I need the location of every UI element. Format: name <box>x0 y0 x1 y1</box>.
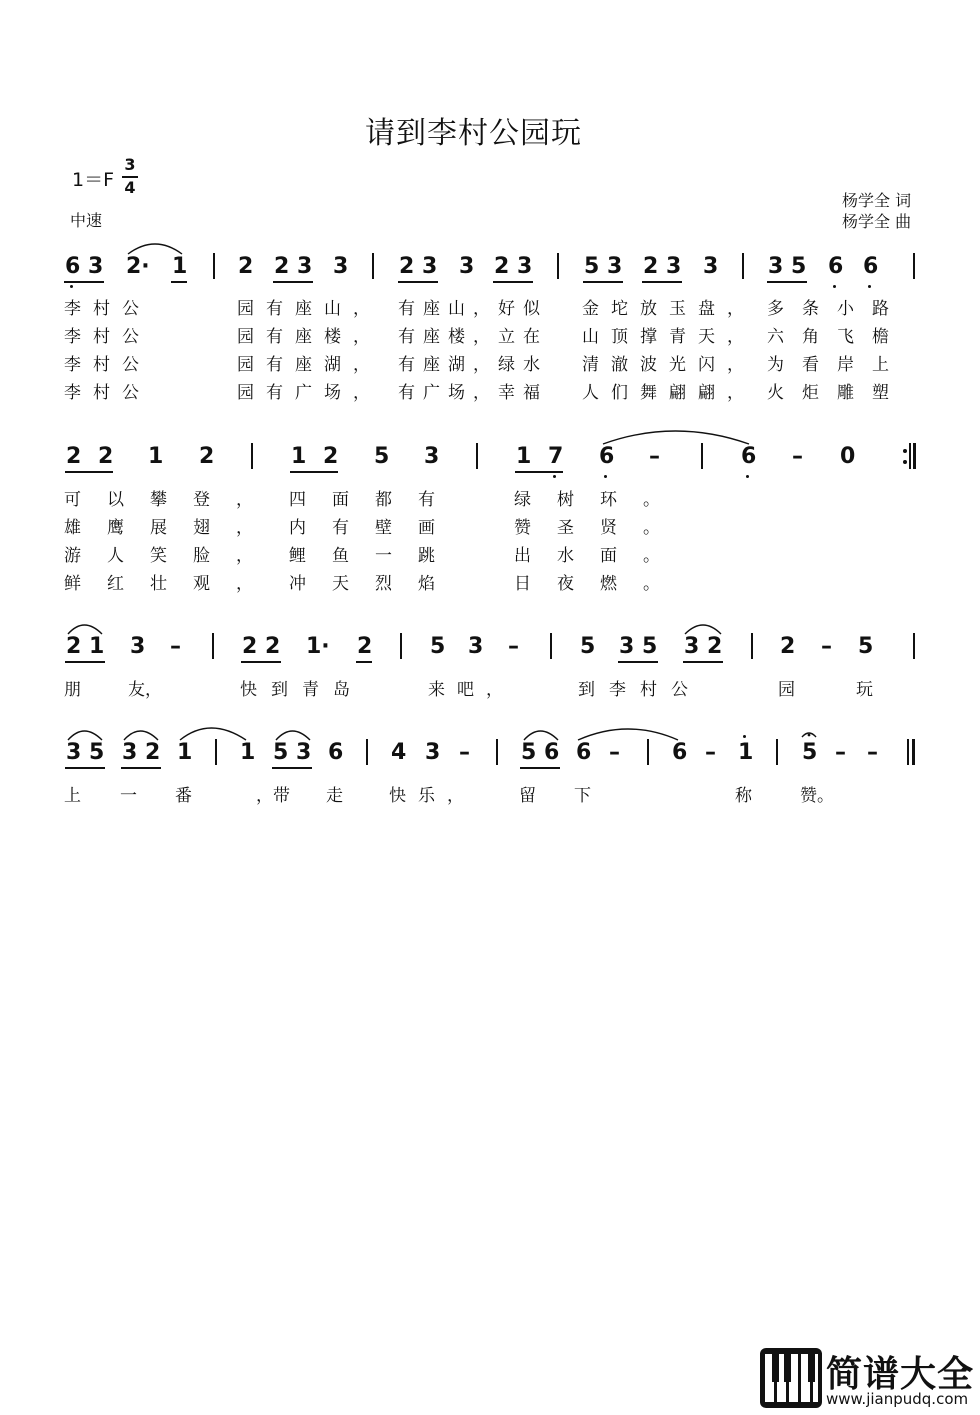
lyric: 山顶撑青天， <box>582 327 756 347</box>
lyricist-credit: 杨学全 词 <box>842 191 912 210</box>
note: 0 <box>840 444 856 469</box>
lyric: 出水面。 <box>514 546 686 566</box>
lyric: 赞圣贤。 <box>514 518 686 538</box>
lyric: 游人笑脸， <box>64 546 279 566</box>
note: 2 <box>265 634 281 659</box>
note: 2 <box>357 634 373 659</box>
note: 3 <box>297 254 313 279</box>
note: – <box>459 740 470 765</box>
note: 6 <box>863 254 879 279</box>
lyric: 四面都有 <box>289 490 461 510</box>
slur <box>603 431 749 444</box>
lyric: 六角飞檐 <box>767 327 907 347</box>
note: – <box>821 634 832 659</box>
note: 3 <box>424 444 440 469</box>
note: 5 <box>580 634 596 659</box>
lyric: 友， <box>128 680 162 700</box>
note: 6 <box>65 254 81 279</box>
note: 1 <box>516 444 532 469</box>
note: 6 <box>576 740 592 765</box>
lyric: 上 <box>64 786 81 806</box>
note: 3 <box>333 254 349 279</box>
note: 5 <box>374 444 390 469</box>
lyric: 下 <box>574 786 591 806</box>
note: 3 <box>619 634 635 659</box>
lyric: 快乐， <box>389 786 476 806</box>
logo-text: 简谱大全 <box>826 1354 975 1395</box>
lyric: 可以攀登， <box>64 490 279 510</box>
note: 1· <box>306 634 330 659</box>
note: 5 <box>430 634 446 659</box>
slur <box>68 731 102 740</box>
note: 2 <box>643 254 659 279</box>
note: 5 <box>802 740 818 765</box>
lyric: 人们舞翩翩， <box>582 383 756 403</box>
note: 6 <box>741 444 757 469</box>
note: 1 <box>738 740 754 765</box>
slur <box>128 244 182 254</box>
note: 1 <box>177 740 193 765</box>
piano-keys-icon <box>760 1348 822 1408</box>
lyric: 鲜红壮观， <box>64 574 279 594</box>
note: – <box>649 444 660 469</box>
lyric: 日夜燃。 <box>514 574 686 594</box>
note: 3 <box>66 740 82 765</box>
note: 3 <box>666 254 682 279</box>
note: 3 <box>122 740 138 765</box>
note: 1 <box>291 444 307 469</box>
note: – <box>867 740 878 765</box>
lyric: 称 <box>735 786 752 806</box>
note: 4 <box>391 740 407 765</box>
lyric: 内有壁画 <box>289 518 461 538</box>
lyric: 有座山，好似 <box>398 299 548 319</box>
time-signature-bottom: 4 <box>124 178 136 197</box>
lyric: 清澈波光闪， <box>582 355 756 375</box>
site-logo <box>760 1346 978 1412</box>
note: 1 <box>89 634 105 659</box>
lyric: 有广场，幸福 <box>398 383 548 403</box>
note: 3 <box>703 254 719 279</box>
slur <box>578 729 678 740</box>
lyric: 绿树环。 <box>514 490 686 510</box>
lyric: 为看岸上 <box>767 355 907 375</box>
note: 6 <box>672 740 688 765</box>
lyric: 鲤鱼一跳 <box>289 546 461 566</box>
note: 2 <box>98 444 114 469</box>
note: – <box>609 740 620 765</box>
note: 2 <box>66 444 82 469</box>
note: 2 <box>199 444 215 469</box>
lyric: 走 <box>326 786 343 806</box>
note: 5 <box>858 634 874 659</box>
note: 5 <box>273 740 289 765</box>
note: 2 <box>238 254 254 279</box>
lyric: 到李村公 <box>578 680 702 700</box>
fermata-dot <box>808 734 811 737</box>
note: 3 <box>422 254 438 279</box>
note: 3 <box>684 634 700 659</box>
note: 2 <box>494 254 510 279</box>
note: 1 <box>240 740 256 765</box>
note: 3 <box>425 740 441 765</box>
note: 2 <box>323 444 339 469</box>
lyric: 李村公 <box>64 383 151 403</box>
note: 3 <box>607 254 623 279</box>
tempo-marking: 中速 <box>70 211 103 230</box>
note: 5 <box>642 634 658 659</box>
composer-credit: 杨学全 曲 <box>842 212 912 231</box>
slur <box>68 625 102 634</box>
note: – <box>170 634 181 659</box>
lyric: 李村公 <box>64 327 151 347</box>
note: – <box>705 740 716 765</box>
note: 3 <box>88 254 104 279</box>
lyric: 有座楼，立在 <box>398 327 548 347</box>
note: 2 <box>780 634 796 659</box>
note: 2 <box>274 254 290 279</box>
slur <box>276 731 310 740</box>
lyric: 番 <box>175 786 192 806</box>
note: – <box>792 444 803 469</box>
lyric: ，带 <box>256 786 290 806</box>
slur <box>180 728 246 740</box>
lyric: 园有座湖， <box>237 355 382 375</box>
lyric: 李村公 <box>64 299 151 319</box>
note: 2 <box>707 634 723 659</box>
note: 6 <box>328 740 344 765</box>
lyric: 玩 <box>856 680 873 700</box>
lyric: 园 <box>778 680 795 700</box>
lyric: 金坨放玉盘， <box>582 299 756 319</box>
note: 3 <box>296 740 312 765</box>
lyric: 来吧， <box>428 680 515 700</box>
song-title: 请到李村公园玩 <box>365 116 582 151</box>
lyric: 留 <box>519 786 536 806</box>
note: – <box>835 740 846 765</box>
key-signature: 1＝F <box>72 169 115 191</box>
note: 6 <box>599 444 615 469</box>
note: – <box>508 634 519 659</box>
note: 2 <box>242 634 258 659</box>
lyric: 李村公 <box>64 355 151 375</box>
note: 7 <box>548 444 564 469</box>
lyric: 冲天烈焰 <box>289 574 461 594</box>
note: 3 <box>130 634 146 659</box>
time-signature-top: 3 <box>124 155 136 174</box>
logo-url: www.jianpudq.com <box>826 1390 969 1408</box>
note: 2 <box>399 254 415 279</box>
note: 5 <box>584 254 600 279</box>
lyric: 雄鹰展翅， <box>64 518 279 538</box>
note: 3 <box>517 254 533 279</box>
slur <box>124 731 158 740</box>
note: 6 <box>544 740 560 765</box>
lyric: 有座湖，绿水 <box>398 355 548 375</box>
note: 6 <box>828 254 844 279</box>
lyric: 园有广场， <box>237 383 382 403</box>
lyric: 赞。 <box>800 786 834 806</box>
note: 5 <box>521 740 537 765</box>
note: 5 <box>89 740 105 765</box>
lyric: 快到青岛 <box>240 680 364 700</box>
lyric: 火炬雕塑 <box>767 383 907 403</box>
note: 2 <box>145 740 161 765</box>
note: 3 <box>468 634 484 659</box>
lyric: 朋 <box>64 680 81 700</box>
lyric: 园有座山， <box>237 299 382 319</box>
slur <box>685 625 721 634</box>
note: 1 <box>172 254 188 279</box>
note: 2· <box>126 254 150 279</box>
lyric: 多条小路 <box>767 299 907 319</box>
slur <box>524 731 558 740</box>
note: 3 <box>459 254 475 279</box>
lyric: 一 <box>120 786 137 806</box>
lyric: 园有座楼， <box>237 327 382 347</box>
note: 5 <box>791 254 807 279</box>
note: 2 <box>66 634 82 659</box>
note: 1 <box>148 444 164 469</box>
note: 3 <box>768 254 784 279</box>
